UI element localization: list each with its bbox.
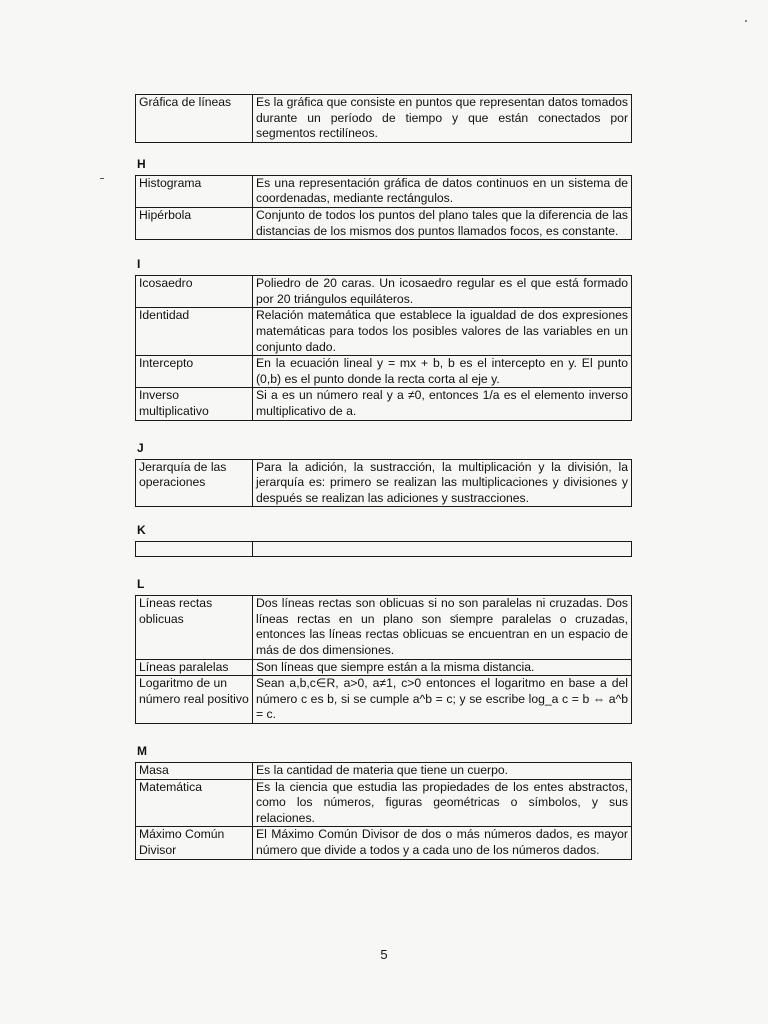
glossary-definition: Es la gráfica que consiste en puntos que representan datos tomados durante un período de tiempo y que están conectados por segmentos rectilíneos.: [253, 95, 632, 143]
glossary-entry: [136, 779, 632, 827]
glossary-definition: Dos líneas rectas son oblicuas si no son paralelas ni cruzadas. Dos líneas rectas en un plano son siempre paralelas o cruzadas, entonces las líneas rectas oblicuas se encuentran en un espacio de más de dos dimensiones.: [253, 596, 632, 659]
section-letter-k: K: [137, 523, 146, 538]
section-letter-l: L: [137, 577, 145, 592]
glossary-entry: [136, 207, 632, 239]
page-number: 5: [380, 947, 388, 962]
glossary-entry: [136, 356, 632, 388]
glossary-definition: Para la adición, la sustracción, la multiplicación y la división, la jerarquía es: primero se realizan las multiplicaciones y divisiones y después se realizan las adiciones y sustracciones.: [253, 459, 632, 507]
glossary-entry: [136, 659, 632, 676]
glossary-term: Masa: [136, 763, 253, 780]
glossary-table-m: [135, 762, 632, 860]
glossary-definition: Son líneas que siempre están a la misma distancia.: [253, 659, 632, 676]
section-letter-i: I: [137, 257, 141, 272]
glossary-table-k: [135, 541, 632, 557]
glossary-entry: [136, 175, 632, 207]
glossary-definition: Es la ciencia que estudia las propiedades de los entes abstractos, como los números, figuras geométricas o símbolos, y sus relaciones.: [253, 779, 632, 827]
glossary-entry: [136, 542, 632, 557]
glossary-table-g: [135, 94, 632, 143]
glossary-term: Matemática: [136, 779, 253, 827]
glossary-entry: [136, 388, 632, 420]
glossary-term: Intercepto: [136, 356, 253, 388]
glossary-definition: Sean a,b,c∈R, a>0, a≠1, c>0 entonces el logaritmo en base a del número c es b, si se cumple a^b = c; y se escribe log_a c = b ⇔ a^b = c.: [253, 676, 632, 724]
glossary-definition: El Máximo Común Divisor de dos o más números dados, es mayor número que divide a todos y a cada uno de los números dados.: [253, 827, 632, 859]
glossary-term: Líneas paralelas: [136, 659, 253, 676]
glossary-page: [135, 94, 632, 860]
glossary-term: Máximo Común Divisor: [136, 827, 253, 859]
glossary-term: Gráfica de líneas: [136, 95, 253, 143]
glossary-entry: [136, 95, 632, 143]
glossary-definition: Relación matemática que establece la igualdad de dos expresiones matemáticas para todos los posibles valores de las variables en un conjunto dado.: [253, 308, 632, 356]
glossary-definition: Poliedro de 20 caras. Un icosaedro regular es el que está formado por 20 triángulos equiláteros.: [253, 276, 632, 308]
glossary-definition: Conjunto de todos los puntos del plano tales que la diferencia de las distancias de los mismos dos puntos llamados focos, es constante.: [253, 207, 632, 239]
glossary-term: Icosaedro: [136, 276, 253, 308]
section-letter-m: M: [137, 744, 147, 759]
scan-speck: [745, 20, 747, 22]
glossary-definition: En la ecuación lineal y = mx + b, b es el intercepto en y. El punto (0,b) es el punto donde la recta corta al eje y.: [253, 356, 632, 388]
scan-speck: [100, 178, 104, 179]
section-letter-h: H: [137, 156, 146, 171]
glossary-entry: [136, 676, 632, 724]
glossary-entry: [136, 276, 632, 308]
glossary-term: Inverso multiplicativo: [136, 388, 253, 420]
glossary-term: Histograma: [136, 175, 253, 207]
glossary-definition: Si a es un número real y a ≠0, entonces 1/a es el elemento inverso multiplicativo de a.: [253, 388, 632, 420]
glossary-term: Jerarquía de las operaciones: [136, 459, 253, 507]
glossary-term: Identidad: [136, 308, 253, 356]
glossary-term: [136, 542, 253, 557]
glossary-term: Líneas rectas oblicuas: [136, 596, 253, 659]
glossary-table-h: [135, 175, 632, 240]
glossary-definition: [253, 542, 632, 557]
glossary-entry: [136, 596, 632, 659]
glossary-table-l: [135, 595, 632, 724]
glossary-definition: Es una representación gráfica de datos continuos en un sistema de coordenadas, mediante rectángulos.: [253, 175, 632, 207]
glossary-entry: [136, 459, 632, 507]
section-letter-j: J: [137, 440, 144, 455]
glossary-term: Hipérbola: [136, 207, 253, 239]
glossary-definition: Es la cantidad de materia que tiene un cuerpo.: [253, 763, 632, 780]
glossary-term: Logaritmo de un número real positivo: [136, 676, 253, 724]
glossary-table-j: [135, 459, 632, 508]
glossary-entry: [136, 827, 632, 859]
glossary-entry: [136, 308, 632, 356]
glossary-entry: [136, 763, 632, 780]
glossary-table-i: [135, 275, 632, 420]
